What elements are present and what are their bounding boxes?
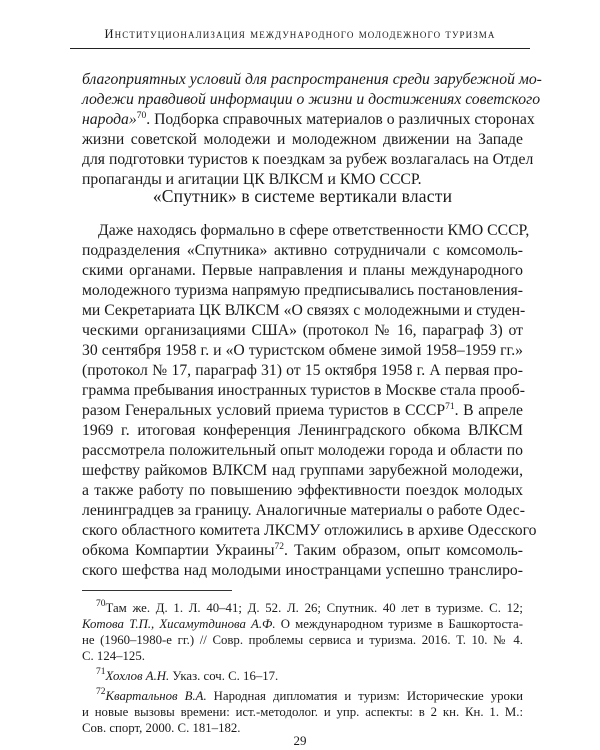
footnote-author: Хохлов А.Н.	[105, 669, 170, 683]
body-line: 30 сентября 1958 г. и «О туристском обмене зимой 1958–1959 гг.»	[82, 342, 523, 359]
footnote-text: О международном туризме в Башкортоста-	[275, 617, 523, 631]
footnote-rule	[82, 590, 232, 591]
page-number: 29	[293, 733, 307, 748]
footnote-author: Котова Т.П., Хисамутдинова А.Ф.	[82, 617, 276, 631]
footnote-line: и новые вызовы времени: ист.-методолог. и упр. аспекты: в 2 кн. Кн. 1. М.:	[82, 705, 523, 719]
body-line: (протокол № 17, параграф 31) от 15 октября 1958 г. А первая про-	[82, 362, 523, 379]
body-text: разом Генеральных условий приема туристов в СССР	[82, 402, 446, 419]
body-line: 1969 г. итоговая конференция Ленинградского обкома ВЛКСМ	[82, 422, 523, 439]
intro-line: пропаганды и агитации ЦК ВЛКСМ и КМО СССР.	[82, 171, 422, 188]
body-line	[82, 401, 523, 421]
intro-line: для подготовки туристов к поездкам за рубеж возлагалась на Отдел	[82, 151, 534, 168]
body-line: ского областного комитета ЛКСМУ отложились в архиве Одесского	[82, 522, 537, 539]
body-line: шефству райкомов ВЛКСМ над группами зарубежной молодежи,	[82, 462, 523, 479]
footnote-author: Квартальнов В.А.	[105, 689, 207, 703]
footnote-text: Там же. Д. 1. Л. 40–41; Д. 52. Л. 26; Спутник. 40 лет в туризме. С. 12;	[105, 601, 523, 615]
section-heading: «Спутник» в системе вертикали власти	[152, 186, 453, 206]
footnote-text: Народная дипломатия и туризм: Исторические уроки	[206, 689, 524, 703]
intro-line: лодежи правдивой информации о жизни и достижениях советского	[82, 91, 541, 108]
body-line: молодежного туризма напрямую предписывались постановления-	[82, 282, 523, 299]
footnote-line: не (1960–1980-е гг.) // Совр. проблемы сервиса и туризма. 2016. Т. 10. № 4.	[82, 633, 523, 647]
body-line: скими органами. Первые направления и планы международного	[82, 262, 523, 279]
footnote-72	[96, 688, 523, 704]
footnote-line	[82, 616, 523, 632]
footnote-ref-70[interactable]: 70	[136, 111, 147, 121]
footnote-line: Сов. спорт, 2000. С. 181–182.	[82, 721, 241, 735]
intro-text: . Подборка справочных материалов о различных сторонах	[146, 111, 535, 128]
body-text: . В апреле	[454, 402, 523, 419]
footnote-number: 71	[96, 667, 106, 677]
intro-quote-end: народа»	[82, 111, 137, 128]
body-line: Даже находясь формально в сфере ответственности КМО СССР,	[98, 222, 530, 239]
body-text: обкома Компартии Украины	[82, 542, 275, 559]
body-line: ленинградцев за границу. Аналогичные материалы о работе Одес-	[82, 502, 525, 519]
footnote-number: 70	[96, 599, 106, 609]
body-text: . Таким образом, опыт комсомоль-	[284, 542, 523, 559]
footnote-ref-72[interactable]: 72	[274, 542, 285, 552]
body-line	[82, 541, 523, 561]
body-line: а также работу по повышению эффективности поездок молодых	[82, 482, 523, 499]
footnote-text: Указ. соч. С. 16–17.	[169, 669, 279, 683]
intro-line: благоприятных условий для распространения среди зарубежной мо-	[82, 71, 542, 88]
header-rule	[70, 48, 530, 49]
footnote-number: 72	[96, 687, 106, 697]
body-line: ми Секретариата ЦК ВЛКСМ «О связях с молодежными и студен-	[82, 302, 526, 319]
body-line: ского шефства над молодыми иностранцами успешно транслиро-	[82, 562, 523, 579]
footnote-ref-71[interactable]: 71	[445, 402, 455, 412]
intro-line: жизни советской молодежи и молодежном движении на Западе	[82, 131, 523, 148]
body-line: грамма пребывания иностранных туристов в Москве стала прооб-	[82, 382, 526, 399]
intro-line	[82, 110, 535, 130]
body-line: подразделения «Спутника» активно сотрудничали с комсомоль-	[82, 242, 523, 259]
footnote-71	[96, 668, 523, 684]
body-line: рассмотрела положительный опыт молодежи города и области по	[82, 442, 523, 459]
footnote-line: С. 124–125.	[82, 649, 145, 663]
running-head: Институционализация международного молодежного туризма	[104, 27, 496, 41]
body-line: ческими организациями США» (протокол № 16, параграф 3) от	[82, 322, 523, 339]
footnote-70	[96, 600, 523, 616]
